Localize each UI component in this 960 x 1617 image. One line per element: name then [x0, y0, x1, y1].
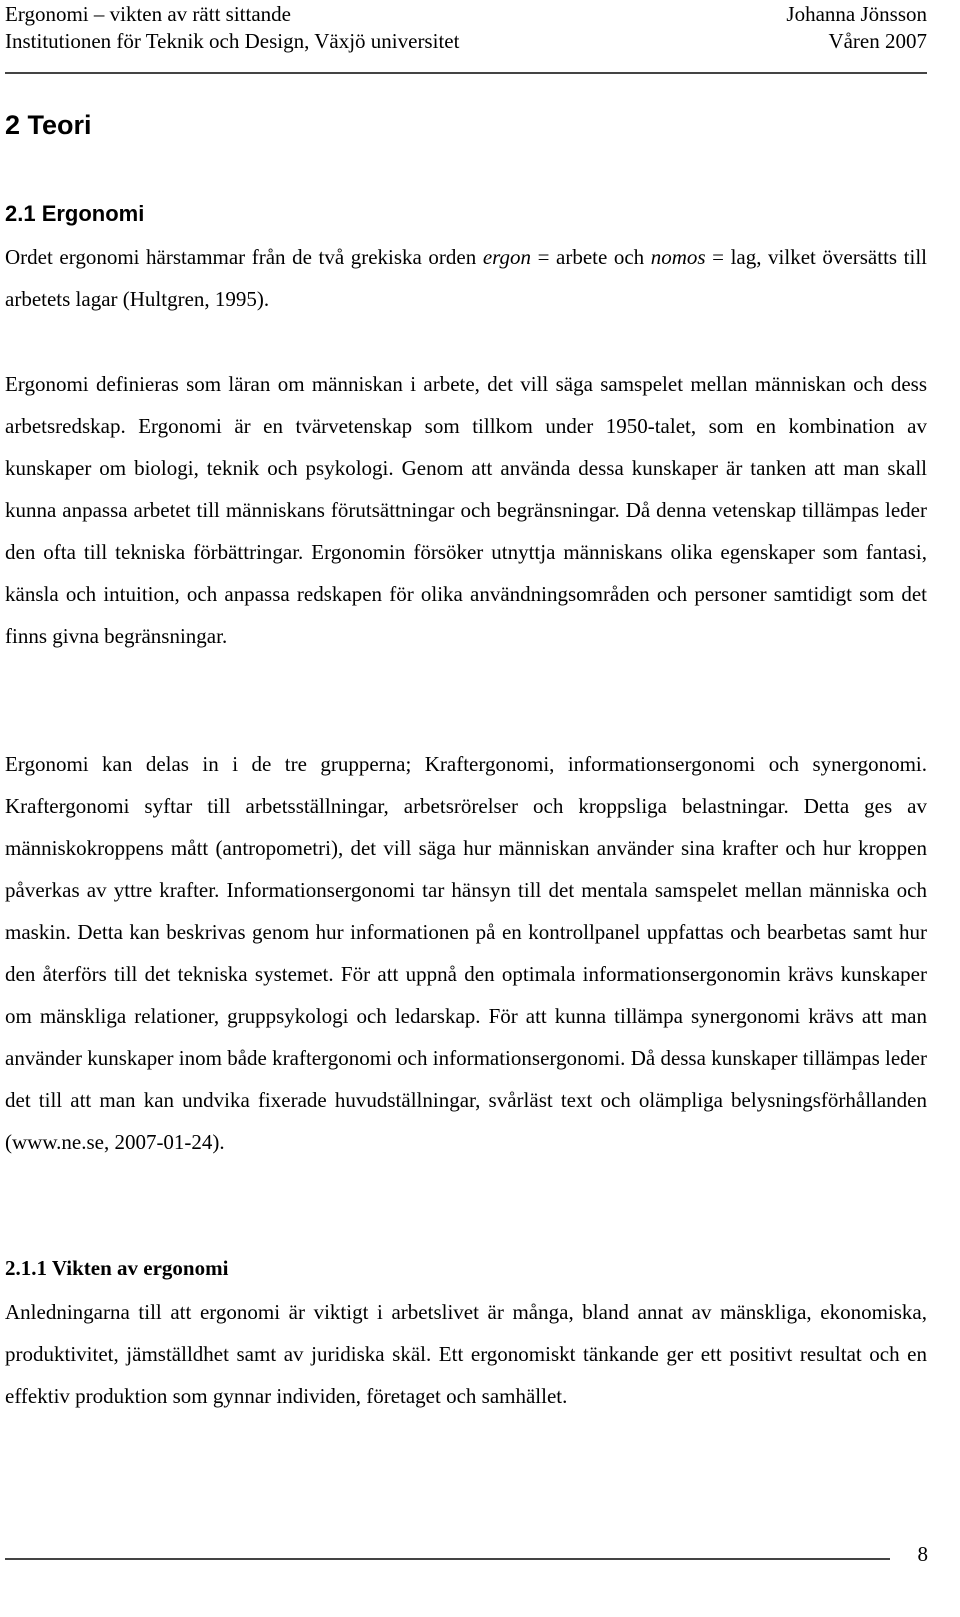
header-institution: Institutionen för Teknik och Design, Växjö universitet	[5, 29, 460, 53]
header-author: Johanna Jönsson	[786, 2, 927, 26]
term-ergon: ergon	[482, 245, 532, 269]
subsection-heading: 2.1.1 Vikten av ergonomi	[5, 1256, 229, 1280]
paragraph-groups: Ergonomi kan delas in i de tre grupperna; Kraftergonomi, informationsergonomi och synergonomi. Kraftergonomi syftar till arbetsställningar, arbetsrörelser och kroppsliga belastningar. Detta ges av människokroppens mått (antropometri), det vill säga hur människan använder sina krafter och hur kroppen påverkas av yttre krafter. Informationsergonomi tar hänsyn till det mentala samspelet mellan människa och maskin. Detta kan beskrivas genom hur informationen på en kontrollpanel uppfattas och bearbetas samt hur den återförs till det tekniska systemet. För att uppnå den optimala informationsergonomin krävs kunskaper om mänskliga relationer, gruppsykologi och ledarskap. För att kunna tillämpa synergonomi krävs att man använder kunskaper inom både kraftergonomi och informationsergonomi. Då dessa kunskaper tillämpas leder det till att man kan undvika fixerade huvudställningar, svårläst text och olämpliga belysningsförhållanden (www.ne.se, 2007-01-24).	[5, 752, 927, 1154]
header-divider	[5, 72, 927, 74]
chapter-heading: 2 Teori	[5, 110, 92, 140]
paragraph-text: Ordet ergonomi härstammar från de två grekiska orden	[5, 245, 483, 269]
running-header-line-1	[5, 1, 927, 27]
paragraph-etymology	[5, 236, 927, 320]
paragraph-definition: Ergonomi definieras som läran om människan i arbete, det vill säga samspelet mellan människan och dess arbetsredskap. Ergonomi är en tvärvetenskap som tillkom under 1950-talet, som en kombination av kunskaper om biologi, teknik och psykologi. Genom att använda dessa kunskaper är tanken att man skall kunna anpassa arbetet till människans förutsättningar och begränsningar. Då denna vetenskap tillämpas leder den ofta till tekniska förbättringar. Ergonomin försöker utnyttja människans olika egenskaper som fantasi, känsla och intuition, och anpassa redskapen för olika användningsområden och personer samtidigt som det finns givna begränsningar.	[5, 372, 927, 648]
running-header-line-2	[5, 28, 927, 54]
section-heading: 2.1 Ergonomi	[5, 201, 145, 226]
term-nomos: nomos	[650, 245, 706, 269]
paragraph-text: = lag, vilket översätts till arbetets lagar (Hultgren, 1995).	[5, 245, 927, 311]
header-doc-title: Ergonomi – vikten av rätt sittande	[5, 2, 291, 26]
paragraph-text: = arbete och	[531, 245, 651, 269]
footer-divider	[5, 1558, 890, 1560]
header-term: Våren 2007	[828, 29, 927, 53]
paragraph-importance: Anledningarna till att ergonomi är viktigt i arbetslivet är många, bland annat av mänskliga, ekonomiska, produktivitet, jämställdhet samt av juridiska skäl. Ett ergonomiskt tänkande ger ett positivt resultat och en effektiv produktion som gynnar individen, företaget och samhället.	[5, 1300, 927, 1408]
page-number: 8	[917, 1542, 928, 1566]
